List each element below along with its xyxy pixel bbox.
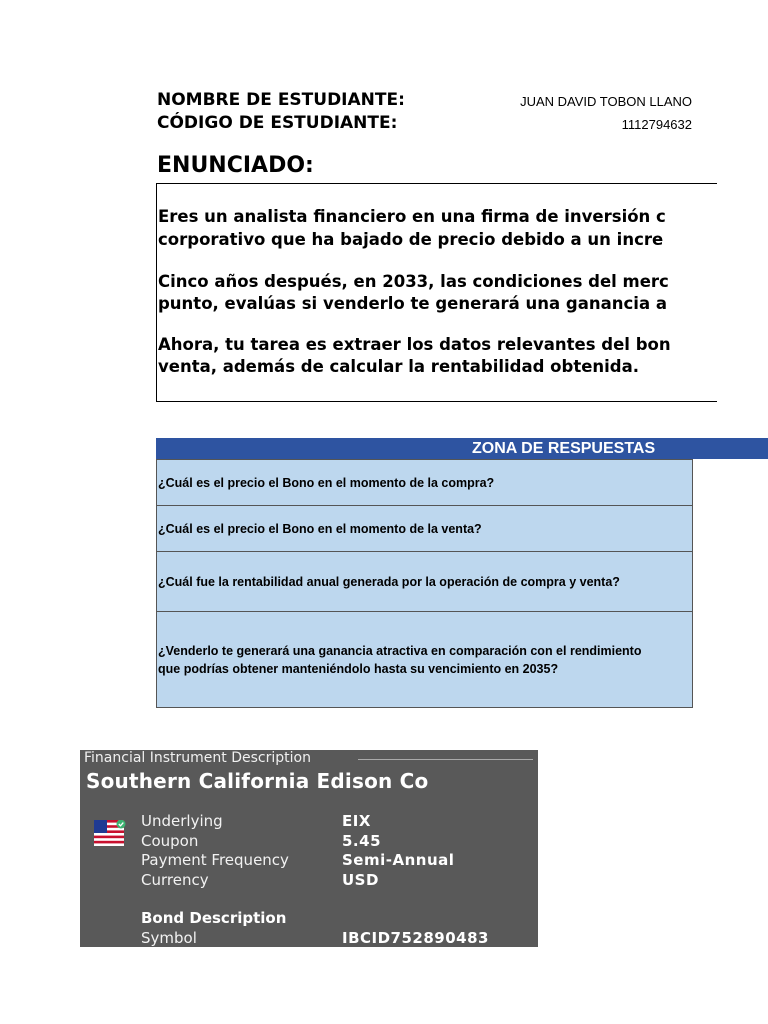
- field-label-underlying: Underlying: [141, 812, 223, 830]
- statement-line: Cinco años después, en 2033, las condiciones del merc: [158, 272, 669, 291]
- statement-title: ENUNCIADO:: [157, 153, 314, 178]
- statement-box: [156, 183, 717, 402]
- bond-description-heading: Bond Description: [141, 909, 287, 927]
- field-value-symbol: IBCID752890483: [342, 929, 489, 947]
- field-value-currency: USD: [342, 871, 379, 889]
- question-cell-annual-return[interactable]: [156, 551, 693, 612]
- question-cell-purchase-price[interactable]: [156, 459, 693, 506]
- us-flag-icon: [94, 820, 126, 846]
- question-cell-attractive-gain[interactable]: [156, 611, 693, 708]
- answers-zone-header: [156, 438, 768, 459]
- company-name: Southern California Edison Co: [86, 769, 429, 793]
- field-label-coupon: Coupon: [141, 832, 199, 850]
- statement-line: Eres un analista financiero en una firma de inversión c: [158, 207, 666, 226]
- financial-instrument-panel: [80, 750, 538, 947]
- statement-line: punto, evalúas si venderlo te generará una ganancia a: [158, 294, 667, 313]
- field-value-payment-frequency: Semi-Annual: [342, 851, 455, 869]
- answers-zone-title: ZONA DE RESPUESTAS: [472, 440, 656, 457]
- question-text: que podrías obtener manteniéndolo hasta su vencimiento en 2035?: [158, 662, 559, 676]
- question-cell-sale-price[interactable]: [156, 505, 693, 552]
- statement-line: Ahora, tu tarea es extraer los datos relevantes del bon: [158, 335, 671, 354]
- field-value-underlying: EIX: [342, 812, 371, 830]
- statement-line: corporativo que ha bajado de precio debido a un incre: [158, 230, 664, 249]
- student-code-value: 1112794632: [621, 117, 692, 132]
- field-label-payment-frequency: Payment Frequency: [141, 851, 289, 869]
- field-label-symbol: Symbol: [141, 929, 197, 947]
- field-value-coupon: 5.45: [342, 832, 382, 850]
- field-label-currency: Currency: [141, 871, 209, 889]
- question-text: ¿Cuál fue la rentabilidad anual generada por la operación de compra y venta?: [158, 575, 620, 589]
- question-text: ¿Cuál es el precio el Bono en el momento de la venta?: [158, 522, 482, 536]
- student-code-label: CÓDIGO DE ESTUDIANTE:: [157, 113, 398, 133]
- student-name-label: NOMBRE DE ESTUDIANTE:: [157, 90, 405, 110]
- question-text: ¿Cuál es el precio el Bono en el momento de la compra?: [158, 476, 495, 490]
- panel-section-title: Financial Instrument Description: [84, 750, 311, 766]
- panel-title-divider: [358, 759, 533, 760]
- statement-line: venta, además de calcular la rentabilidad obtenida.: [158, 357, 640, 376]
- question-text: ¿Venderlo te generará una ganancia atractiva en comparación con el rendimiento: [158, 644, 642, 658]
- student-name-value: JUAN DAVID TOBON LLANO: [520, 94, 692, 109]
